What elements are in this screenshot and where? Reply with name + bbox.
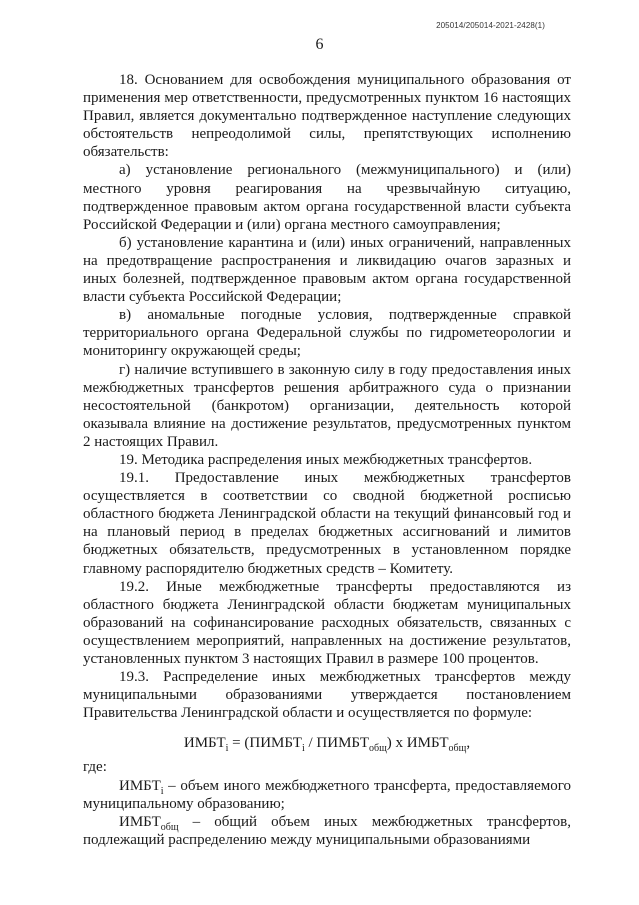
formula-slash: / ПИМБТ bbox=[304, 735, 369, 752]
paragraph-19-1: 19.1. Предоставление иных межбюджетных трансфертов осуществляется в соответствии со сводной бюджетной росписью областного бюджета Ленинградской области на текущий финансовый год и на плановый период в пределах бюджетных ассигнований и лимитов бюджетных обязательств, предусмотренных в установленном порядке главному распорядителю бюджетных средств – Комитету. bbox=[83, 470, 571, 577]
formula-sub-i-2: i bbox=[301, 743, 305, 755]
definition-imbt-i bbox=[83, 777, 571, 813]
def2-text: – общий объем иных межбюджетных трансфертов, подлежащий распределению между муниципальными образованиями bbox=[83, 813, 571, 848]
paragraph-19-2: 19.2. Иные межбюджетные трансферты предоставляются из областного бюджета Ленинградской области бюджетам муниципальных образований на софинансирование расходных обязательств, связанных с осуществлением мероприятий, направленных на достижение результатов, установленных пунктом 3 настоящих Правил в размере 100 процентов. bbox=[83, 578, 571, 667]
distribution-formula bbox=[83, 734, 571, 755]
page-number: 6 bbox=[315, 36, 324, 53]
formula-sub-i: i bbox=[225, 743, 229, 755]
formula-trail: , bbox=[466, 735, 471, 752]
def2-term: ИМБТ bbox=[119, 813, 161, 830]
formula-eq-open: = (ПИМБТ bbox=[228, 735, 302, 752]
definition-imbt-total bbox=[83, 813, 571, 849]
formula-sub-total: общ bbox=[369, 743, 387, 755]
formula-sub-total-2: общ bbox=[448, 743, 467, 755]
paragraph-18-b: б) установление карантина и (или) иных ограничений, направленных на предотвращение распространения и ликвидацию очагов заразных и иных болезней, подтвержденное правовым актом органа государственной власти субъекта Российской Федерации; bbox=[83, 234, 571, 306]
paragraph-18-c: в) аномальные погодные условия, подтвержденные справкой территориального органа Федеральной службы по гидрометеорологии и мониторингу окружающей среды; bbox=[83, 307, 571, 360]
document-body bbox=[83, 71, 571, 849]
paragraph-18: 18. Основанием для освобождения муниципального образования от применения мер ответственности, предусмотренных пунктом 16 настоящих Правил, является документально подтвержденное наступление следующих обстоятельств непреодолимой силы, препятствующих исполнению обязательств: bbox=[83, 72, 571, 161]
def1-sub: i bbox=[160, 785, 164, 797]
paragraph-19: 19. Методика распределения иных межбюджетных трансфертов. bbox=[119, 451, 533, 468]
paragraph-18-d: г) наличие вступившего в законную силу в году предоставления иных межбюджетных трансфертов решения арбитражного суда о признании несостоятельной (банкротом) организации, деятельность которой оказывала влияние на достижение результатов, предусмотренных пунктом 2 настоящих Правил. bbox=[83, 361, 571, 450]
def1-term: ИМБТ bbox=[119, 777, 161, 794]
paragraph-19-3: 19.3. Распределение иных межбюджетных трансфертов между муниципальными образованиями утверждается постановлением Правительства Ленинградской области и осуществляется по формуле: bbox=[83, 669, 571, 722]
document-id: 205014/205014-2021-2428(1) bbox=[436, 21, 545, 30]
where-label: где: bbox=[83, 759, 107, 776]
def1-text: – объем иного межбюджетного трансферта, предоставляемого муниципальному образованию; bbox=[83, 777, 571, 812]
formula-close-x: ) х ИМБТ bbox=[386, 735, 449, 752]
def2-sub: общ bbox=[160, 821, 179, 833]
paragraph-18-a: а) установление регионального (межмуниципального) и (или) местного уровня реагирования на чрезвычайную ситуацию, подтвержденное правовым актом органа государственной власти субъекта Российской Федерации и (или) органа местного самоуправления; bbox=[83, 162, 571, 233]
formula-imbt: ИМБТ bbox=[183, 735, 226, 752]
